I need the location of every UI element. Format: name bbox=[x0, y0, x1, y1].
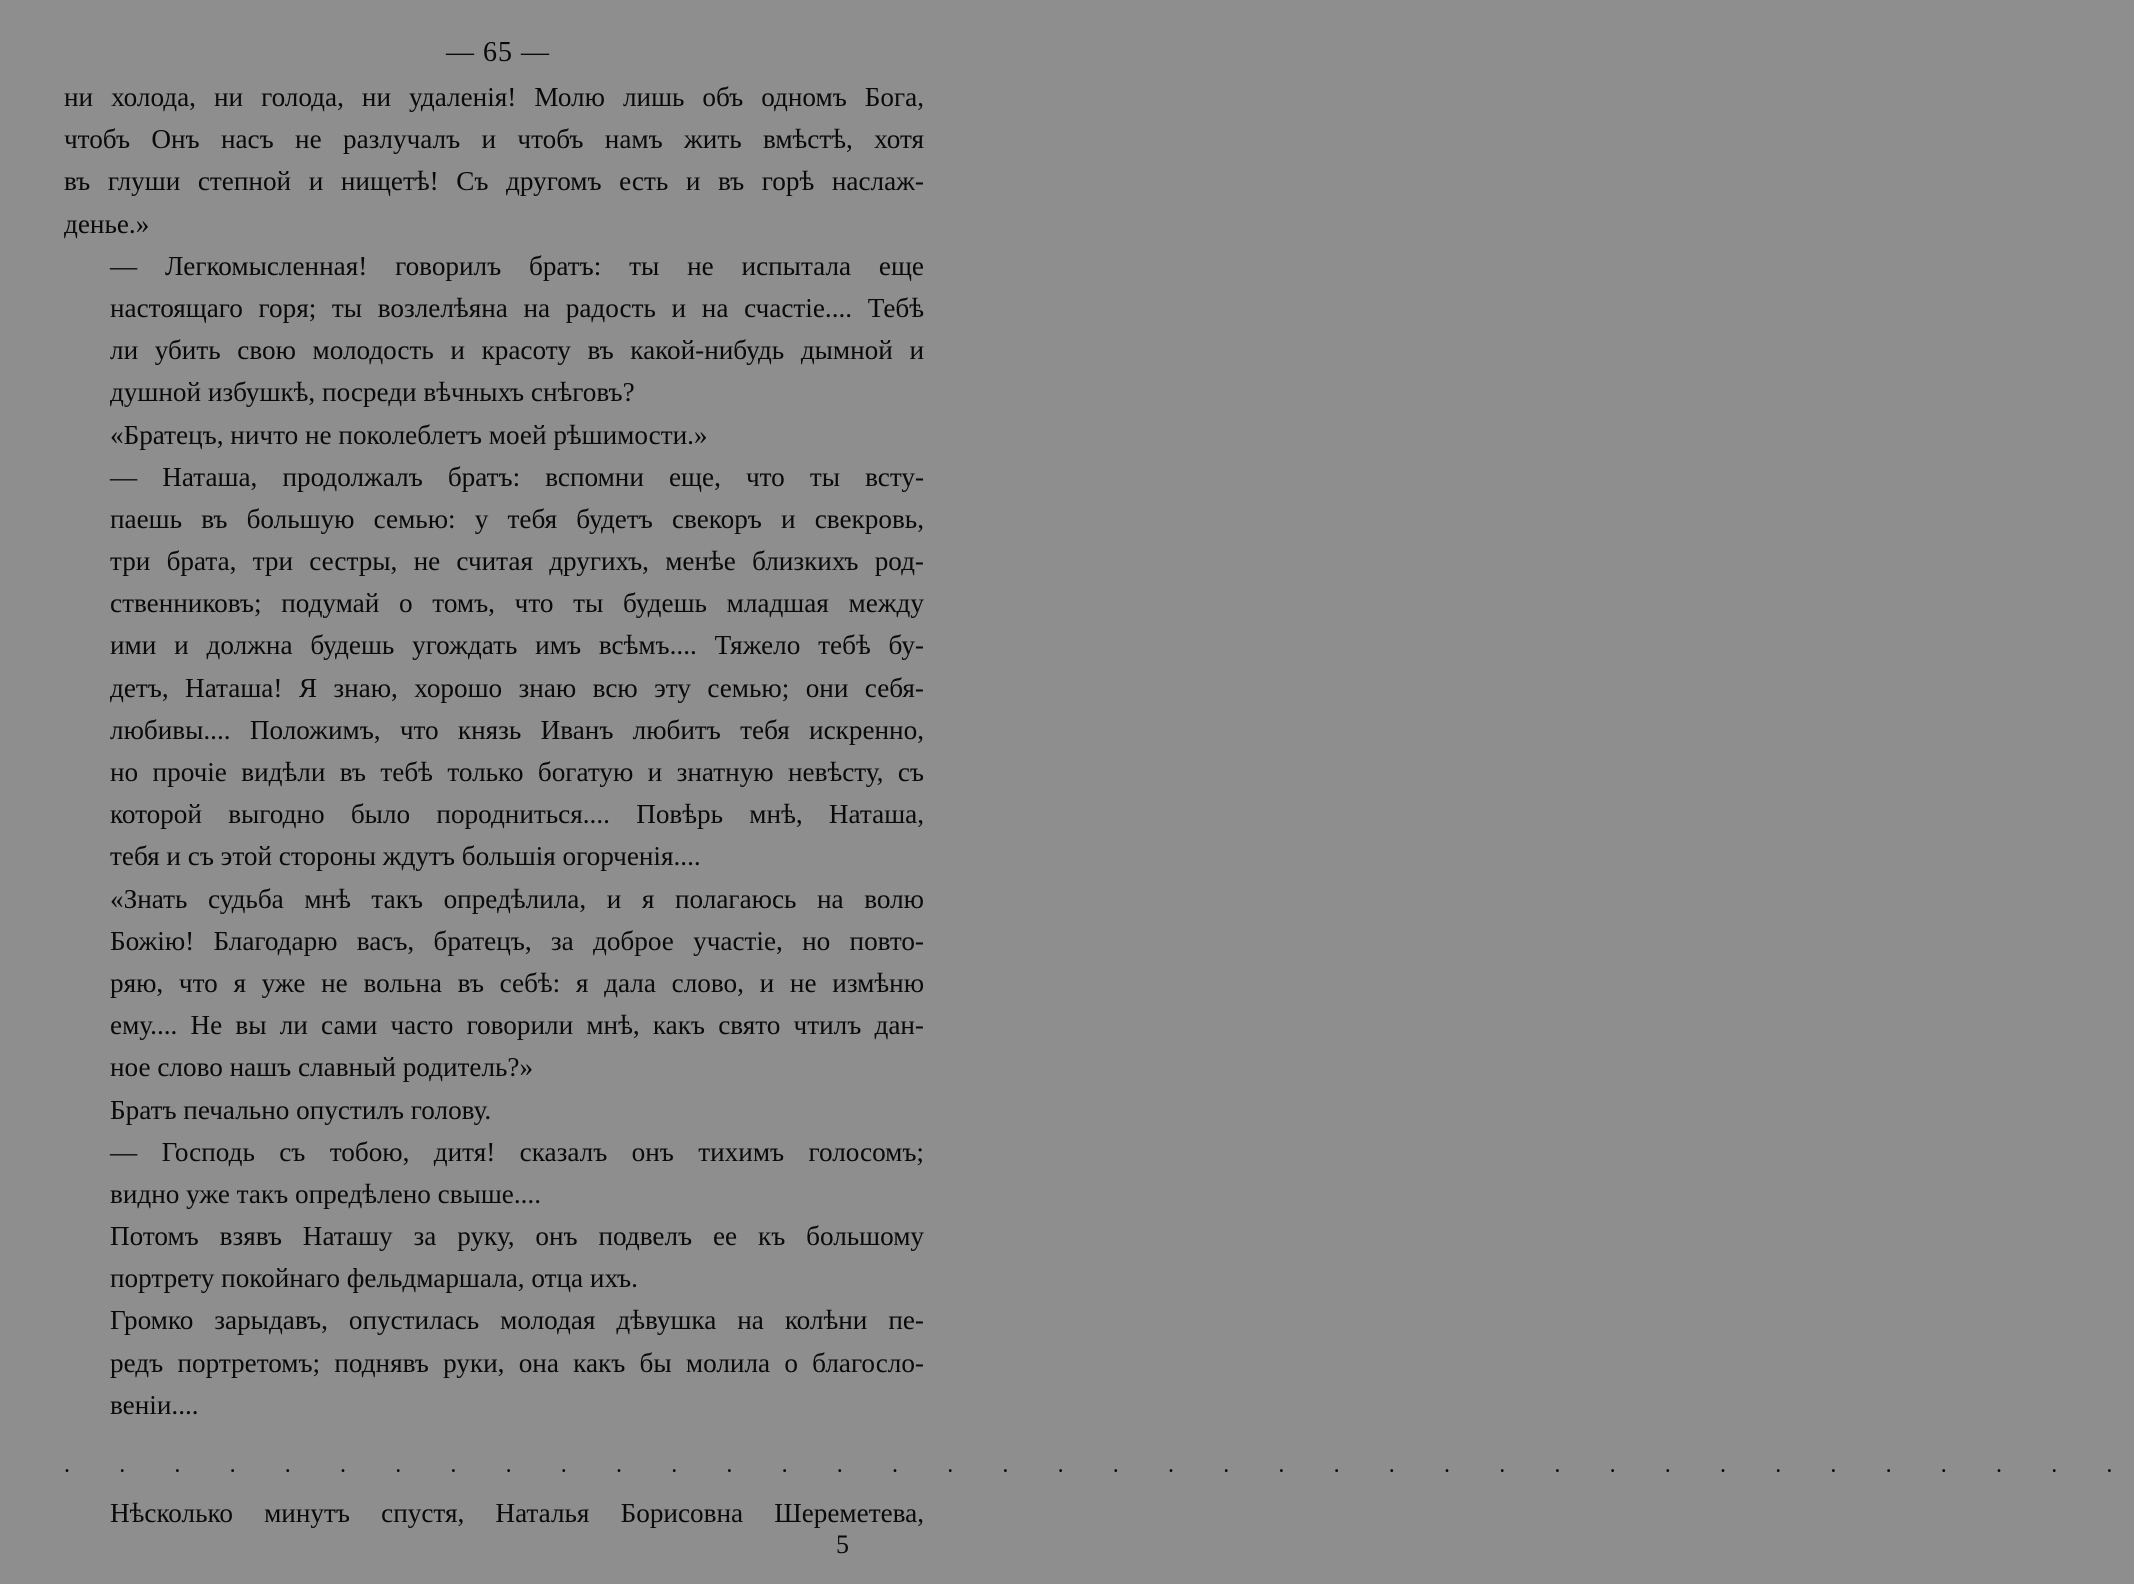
paragraph bbox=[64, 456, 924, 878]
text-line: Потомъ взявъ Наташу за руку, онъ подвелъ ее къ большому bbox=[110, 1221, 924, 1252]
text-line: ственниковъ; подумай о томъ, что ты будешь младшая между bbox=[110, 588, 924, 619]
text-line: но прочіе видѣли въ тебѣ только богатую и знатную невѣсту, съ bbox=[110, 757, 924, 787]
paragraph bbox=[64, 1215, 924, 1299]
final-line bbox=[64, 1492, 924, 1534]
text-line: настоящаго горя; ты возлелѣяна на радость и на счастіе.... Тебѣ bbox=[110, 292, 924, 323]
text-line: детъ, Наташа! Я знаю, хорошо знаю всю эту семью; они себя- bbox=[110, 672, 924, 703]
text-line: тебя и съ этой стороны ждутъ большія огорченія.... bbox=[110, 841, 701, 872]
text-line: Громко зарыдавъ, опустилась молодая дѣвушка на колѣни пе- bbox=[110, 1305, 924, 1336]
text-line: паешь въ большую семью: у тебя будетъ свекоръ и свекровь, bbox=[110, 503, 924, 534]
signature-mark: 5 bbox=[836, 1530, 849, 1559]
text-line: ли убить свою молодость и красоту въ какой-нибудь дымной и bbox=[110, 335, 924, 366]
text-line: — Легкомысленная! говорилъ братъ: ты не испытала еще bbox=[110, 250, 924, 281]
text-line: три брата, три сестры, не считая другихъ, менѣе близкихъ род- bbox=[110, 546, 924, 577]
text-line: Братъ печально опустилъ голову. bbox=[110, 1094, 492, 1125]
paragraph bbox=[64, 1131, 924, 1215]
paragraph bbox=[64, 1089, 924, 1131]
text-line: веніи.... bbox=[110, 1389, 199, 1420]
section-separator: . . . . . . . . . . . . . . . . . . . . . . . . . . . . . . . . . . . . . . bbox=[64, 1452, 2134, 1478]
paragraph bbox=[64, 1299, 924, 1426]
text-line: «Знать судьба мнѣ такъ опредѣлила, и я полагаюсь на волю bbox=[110, 883, 924, 914]
text-line: душной избушкѣ, посреди вѣчныхъ снѣговъ? bbox=[110, 377, 635, 408]
text-line: ни холода, ни голода, ни удаленія! Молю лишь объ одномъ Бога, bbox=[64, 82, 924, 112]
text-line: въ глуши степной и нищетѣ! Съ другомъ есть и въ горѣ наслаж- bbox=[64, 166, 924, 197]
text-line: ряю, что я уже не вольна въ себѣ: я дала слово, и не измѣню bbox=[110, 967, 924, 998]
text-line: Божію! Благодарю васъ, братецъ, за доброе участіе, но повто- bbox=[110, 925, 924, 956]
paragraph bbox=[64, 414, 924, 456]
text-line: — Наташа, продолжалъ братъ: вспомни еще, что ты всту- bbox=[110, 461, 924, 492]
text-line: портрету покойнаго фельдмаршала, отца ихъ. bbox=[110, 1263, 638, 1294]
text-line: видно уже такъ опредѣлено свыше.... bbox=[110, 1178, 542, 1209]
text-line: Нѣсколько минутъ спустя, Наталья Борисовна Шереметева, bbox=[110, 1498, 924, 1528]
text-line: «Братецъ, ничто не поколеблетъ моей рѣшимости.» bbox=[110, 419, 708, 450]
text-line: ное слово нашъ славный родитель?» bbox=[110, 1052, 534, 1083]
body-text bbox=[64, 76, 924, 1426]
paragraph bbox=[64, 245, 924, 414]
text-line: ему.... Не вы ли сами часто говорили мнѣ, какъ свято чтилъ дан- bbox=[110, 1010, 924, 1041]
page-number: — 65 — bbox=[446, 37, 550, 68]
text-line: денье.» bbox=[64, 208, 150, 239]
paragraph bbox=[64, 878, 924, 1089]
paragraph bbox=[64, 76, 924, 245]
text-line: ими и должна будешь угождать имъ всѣмъ.... Тяжело тебѣ бу- bbox=[110, 630, 924, 661]
text-line: редъ портретомъ; поднявъ руки, она какъ бы молила о благосло- bbox=[110, 1347, 924, 1378]
text-line: которой выгодно было породниться.... Повѣрь мнѣ, Наташа, bbox=[110, 799, 924, 830]
text-line: — Господь съ тобою, дитя! сказалъ онъ тихимъ голосомъ; bbox=[110, 1136, 924, 1167]
text-line: любивы.... Положимъ, что князь Иванъ любитъ тебя искренно, bbox=[110, 714, 924, 745]
text-line: чтобъ Онъ насъ не разлучалъ и чтобъ намъ жить вмѣстѣ, хотя bbox=[64, 124, 924, 155]
